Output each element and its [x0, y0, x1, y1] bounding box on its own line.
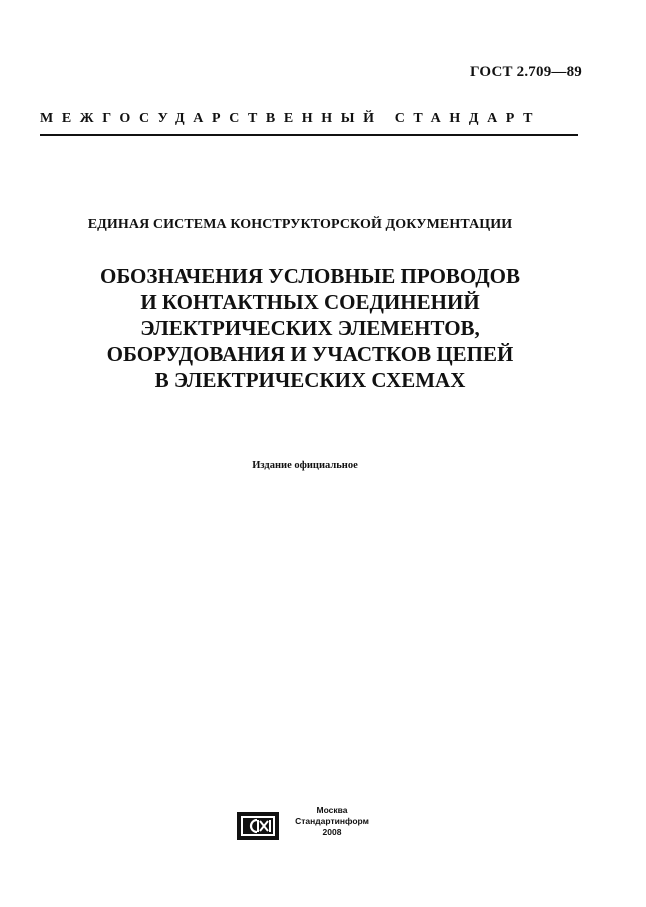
- gost-number: ГОСТ 2.709—89: [470, 64, 582, 80]
- title-line: В ЭЛЕКТРИЧЕСКИХ СХЕМАХ: [154, 368, 466, 392]
- edition-note: Издание официальное: [252, 460, 358, 471]
- publisher-year: 2008: [322, 827, 342, 837]
- publisher-name: Стандартинформ: [295, 816, 369, 826]
- top-divider: [40, 134, 578, 136]
- document-title: [0, 263, 620, 393]
- publisher-city: Москва: [316, 805, 348, 815]
- title-line: ОБОЗНАЧЕНИЯ УСЛОВНЫЕ ПРОВОДОВ: [99, 264, 521, 288]
- title-line: ЭЛЕКТРИЧЕСКИХ ЭЛЕМЕНТОВ,: [140, 316, 480, 340]
- system-name: ЕДИНАЯ СИСТЕМА КОНСТРУКТОРСКОЙ ДОКУМЕНТАЦИИ: [87, 217, 513, 232]
- title-line: И КОНТАКТНЫХ СОЕДИНЕНИЙ: [140, 290, 480, 314]
- standartinform-logo-icon: [236, 811, 280, 841]
- publisher-text: [280, 805, 384, 838]
- standard-type-heading: МЕЖГОСУДАРСТВЕННЫЙ СТАНДАРТ: [40, 111, 542, 126]
- title-line: ОБОРУДОВАНИЯ И УЧАСТКОВ ЦЕПЕЙ: [106, 342, 514, 366]
- publisher-block: [236, 805, 396, 855]
